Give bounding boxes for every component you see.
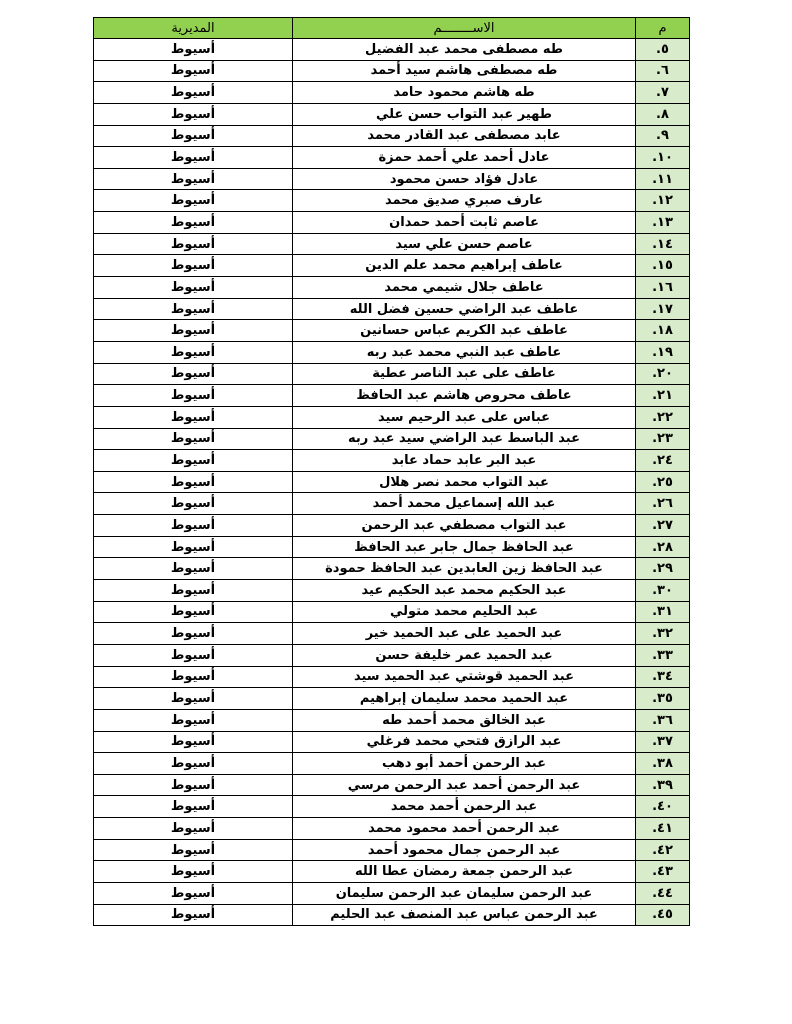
- row-name: عاطف عبد الراضي حسين فضل الله: [293, 298, 636, 320]
- row-name: طه هاشم محمود حامد: [293, 82, 636, 104]
- row-directorate: أسيوط: [94, 60, 293, 82]
- header-row: [94, 18, 690, 39]
- row-number: ٣٣.: [636, 644, 690, 666]
- row-name: عبد الرحمن سليمان عبد الرحمن سليمان: [293, 882, 636, 904]
- row-directorate: أسيوط: [94, 493, 293, 515]
- row-name: عاطف جلال شيمي محمد: [293, 277, 636, 299]
- row-name: عبد الحافظ جمال جابر عبد الحافظ: [293, 536, 636, 558]
- row-directorate: أسيوط: [94, 385, 293, 407]
- row-directorate: أسيوط: [94, 320, 293, 342]
- table-row: [94, 385, 690, 407]
- table-row: [94, 515, 690, 537]
- row-directorate: أسيوط: [94, 818, 293, 840]
- table-row: [94, 450, 690, 472]
- table-row: [94, 168, 690, 190]
- row-number: ٤٥.: [636, 904, 690, 926]
- table-row: [94, 82, 690, 104]
- table-row: [94, 471, 690, 493]
- table-row: [94, 493, 690, 515]
- row-directorate: أسيوط: [94, 363, 293, 385]
- table-row: [94, 666, 690, 688]
- table-row: [94, 341, 690, 363]
- roster-body: [94, 39, 690, 926]
- row-directorate: أسيوط: [94, 255, 293, 277]
- row-directorate: أسيوط: [94, 168, 293, 190]
- row-number: ٥.: [636, 39, 690, 61]
- row-number: ٢٠.: [636, 363, 690, 385]
- row-directorate: أسيوط: [94, 103, 293, 125]
- row-directorate: أسيوط: [94, 341, 293, 363]
- header-name: الاســــــــم: [293, 18, 636, 39]
- row-name: طهير عبد التواب حسن علي: [293, 103, 636, 125]
- row-name: عاطف عبد الكريم عباس حسانين: [293, 320, 636, 342]
- row-directorate: أسيوط: [94, 450, 293, 472]
- row-number: ٧.: [636, 82, 690, 104]
- row-name: عبد الرحمن جمال محمود أحمد: [293, 839, 636, 861]
- table-row: [94, 103, 690, 125]
- row-name: عبد الرحمن أحمد عبد الرحمن مرسي: [293, 774, 636, 796]
- table-row: [94, 774, 690, 796]
- row-number: ٢٥.: [636, 471, 690, 493]
- row-name: عاطف محروص هاشم عبد الحافظ: [293, 385, 636, 407]
- row-directorate: أسيوط: [94, 688, 293, 710]
- row-name: عبد التواب محمد نصر هلال: [293, 471, 636, 493]
- header-number: م: [636, 18, 690, 39]
- row-directorate: أسيوط: [94, 882, 293, 904]
- row-directorate: أسيوط: [94, 904, 293, 926]
- row-directorate: أسيوط: [94, 644, 293, 666]
- row-name: عابد مصطفى عبد القادر محمد: [293, 125, 636, 147]
- table-row: [94, 623, 690, 645]
- row-name: عبد الحميد عمر خليفة حسن: [293, 644, 636, 666]
- table-row: [94, 298, 690, 320]
- row-number: ٣٤.: [636, 666, 690, 688]
- row-name: عبد الرحمن أحمد محمد: [293, 796, 636, 818]
- table-row: [94, 212, 690, 234]
- table-row: [94, 580, 690, 602]
- row-number: ٤١.: [636, 818, 690, 840]
- table-row: [94, 39, 690, 61]
- row-number: ٢٣.: [636, 428, 690, 450]
- row-name: عبد الحليم محمد متولي: [293, 601, 636, 623]
- row-number: ٢٤.: [636, 450, 690, 472]
- table-row: [94, 688, 690, 710]
- table-row: [94, 601, 690, 623]
- row-number: ٢٢.: [636, 406, 690, 428]
- table-row: [94, 147, 690, 169]
- row-number: ٢٧.: [636, 515, 690, 537]
- row-directorate: أسيوط: [94, 233, 293, 255]
- row-name: عبد الحافظ زين العابدين عبد الحافظ حمودة: [293, 558, 636, 580]
- row-directorate: أسيوط: [94, 774, 293, 796]
- row-number: ١٦.: [636, 277, 690, 299]
- table-row: [94, 644, 690, 666]
- row-number: ٣٢.: [636, 623, 690, 645]
- row-directorate: أسيوط: [94, 666, 293, 688]
- row-number: ١٨.: [636, 320, 690, 342]
- row-name: عبد الحميد على عبد الحميد خير: [293, 623, 636, 645]
- row-name: عبد الباسط عبد الراضي سيد عبد ربه: [293, 428, 636, 450]
- row-name: عاطف إبراهيم محمد علم الدين: [293, 255, 636, 277]
- row-number: ٤٠.: [636, 796, 690, 818]
- table-row: [94, 428, 690, 450]
- table-row: [94, 277, 690, 299]
- row-number: ١٧.: [636, 298, 690, 320]
- table-row: [94, 60, 690, 82]
- row-number: ١٢.: [636, 190, 690, 212]
- row-directorate: أسيوط: [94, 298, 293, 320]
- table-row: [94, 536, 690, 558]
- row-directorate: أسيوط: [94, 753, 293, 775]
- table-row: [94, 709, 690, 731]
- row-name: عبد الرحمن جمعة رمضان عطا الله: [293, 861, 636, 883]
- table-row: [94, 882, 690, 904]
- table-row: [94, 753, 690, 775]
- row-number: ٤٣.: [636, 861, 690, 883]
- row-number: ١٠.: [636, 147, 690, 169]
- row-number: ٣١.: [636, 601, 690, 623]
- row-number: ٣٨.: [636, 753, 690, 775]
- row-number: ١٥.: [636, 255, 690, 277]
- table-row: [94, 320, 690, 342]
- row-directorate: أسيوط: [94, 515, 293, 537]
- row-number: ٢٩.: [636, 558, 690, 580]
- row-number: ٨.: [636, 103, 690, 125]
- table-row: [94, 839, 690, 861]
- row-number: ١١.: [636, 168, 690, 190]
- table-row: [94, 190, 690, 212]
- table-row: [94, 406, 690, 428]
- table-row: [94, 818, 690, 840]
- row-name: عبد الرحمن أحمد محمود محمد: [293, 818, 636, 840]
- row-name: عادل أحمد علي أحمد حمزة: [293, 147, 636, 169]
- row-name: عبد الرازق فتحي محمد فرغلي: [293, 731, 636, 753]
- row-name: عاصم حسن علي سيد: [293, 233, 636, 255]
- table-row: [94, 363, 690, 385]
- row-directorate: أسيوط: [94, 428, 293, 450]
- row-directorate: أسيوط: [94, 839, 293, 861]
- row-name: عباس على عبد الرحيم سيد: [293, 406, 636, 428]
- row-name: عبد الحميد قوشتي عبد الحميد سيد: [293, 666, 636, 688]
- roster-table: [93, 17, 690, 926]
- row-name: طه مصطفى هاشم سيد أحمد: [293, 60, 636, 82]
- row-name: عارف صبري صديق محمد: [293, 190, 636, 212]
- row-number: ٩.: [636, 125, 690, 147]
- row-directorate: أسيوط: [94, 861, 293, 883]
- table-row: [94, 796, 690, 818]
- table-row: [94, 255, 690, 277]
- row-directorate: أسيوط: [94, 471, 293, 493]
- row-name: عاطف عبد النبي محمد عبد ربه: [293, 341, 636, 363]
- row-directorate: أسيوط: [94, 406, 293, 428]
- row-number: ٤٤.: [636, 882, 690, 904]
- row-number: ٣٦.: [636, 709, 690, 731]
- row-name: عبد الحميد محمد سليمان إبراهيم: [293, 688, 636, 710]
- row-name: عبد الله إسماعيل محمد أحمد: [293, 493, 636, 515]
- row-directorate: أسيوط: [94, 709, 293, 731]
- row-number: ٢٨.: [636, 536, 690, 558]
- row-directorate: أسيوط: [94, 277, 293, 299]
- row-number: ١٤.: [636, 233, 690, 255]
- row-number: ٣٩.: [636, 774, 690, 796]
- row-directorate: أسيوط: [94, 82, 293, 104]
- row-name: طه مصطفى محمد عبد الفضيل: [293, 39, 636, 61]
- row-number: ٢١.: [636, 385, 690, 407]
- row-number: ٣٧.: [636, 731, 690, 753]
- row-name: عبد الرحمن أحمد أبو دهب: [293, 753, 636, 775]
- row-name: عبد التواب مصطفي عبد الرحمن: [293, 515, 636, 537]
- row-directorate: أسيوط: [94, 731, 293, 753]
- roster-sheet: [93, 17, 689, 926]
- row-directorate: أسيوط: [94, 536, 293, 558]
- table-row: [94, 861, 690, 883]
- table-row: [94, 125, 690, 147]
- row-directorate: أسيوط: [94, 147, 293, 169]
- row-directorate: أسيوط: [94, 580, 293, 602]
- row-directorate: أسيوط: [94, 125, 293, 147]
- row-directorate: أسيوط: [94, 558, 293, 580]
- table-row: [94, 558, 690, 580]
- row-name: عاصم ثابت أحمد حمدان: [293, 212, 636, 234]
- row-directorate: أسيوط: [94, 212, 293, 234]
- table-row: [94, 233, 690, 255]
- table-row: [94, 904, 690, 926]
- table-row: [94, 731, 690, 753]
- row-directorate: أسيوط: [94, 39, 293, 61]
- row-number: ٢٦.: [636, 493, 690, 515]
- row-directorate: أسيوط: [94, 623, 293, 645]
- row-name: عبد الخالق محمد أحمد طه: [293, 709, 636, 731]
- row-number: ٣٥.: [636, 688, 690, 710]
- row-number: ١٩.: [636, 341, 690, 363]
- row-directorate: أسيوط: [94, 796, 293, 818]
- row-name: عادل فؤاد حسن محمود: [293, 168, 636, 190]
- row-directorate: أسيوط: [94, 601, 293, 623]
- row-number: ١٣.: [636, 212, 690, 234]
- row-name: عبد الرحمن عباس عبد المنصف عبد الحليم: [293, 904, 636, 926]
- row-number: ٦.: [636, 60, 690, 82]
- row-number: ٤٢.: [636, 839, 690, 861]
- row-name: عبد الحكيم محمد عبد الحكيم عيد: [293, 580, 636, 602]
- row-number: ٣٠.: [636, 580, 690, 602]
- header-directorate: المديرية: [94, 18, 293, 39]
- row-directorate: أسيوط: [94, 190, 293, 212]
- row-name: عاطف على عبد الناصر عطية: [293, 363, 636, 385]
- row-name: عبد البر عابد حماد عابد: [293, 450, 636, 472]
